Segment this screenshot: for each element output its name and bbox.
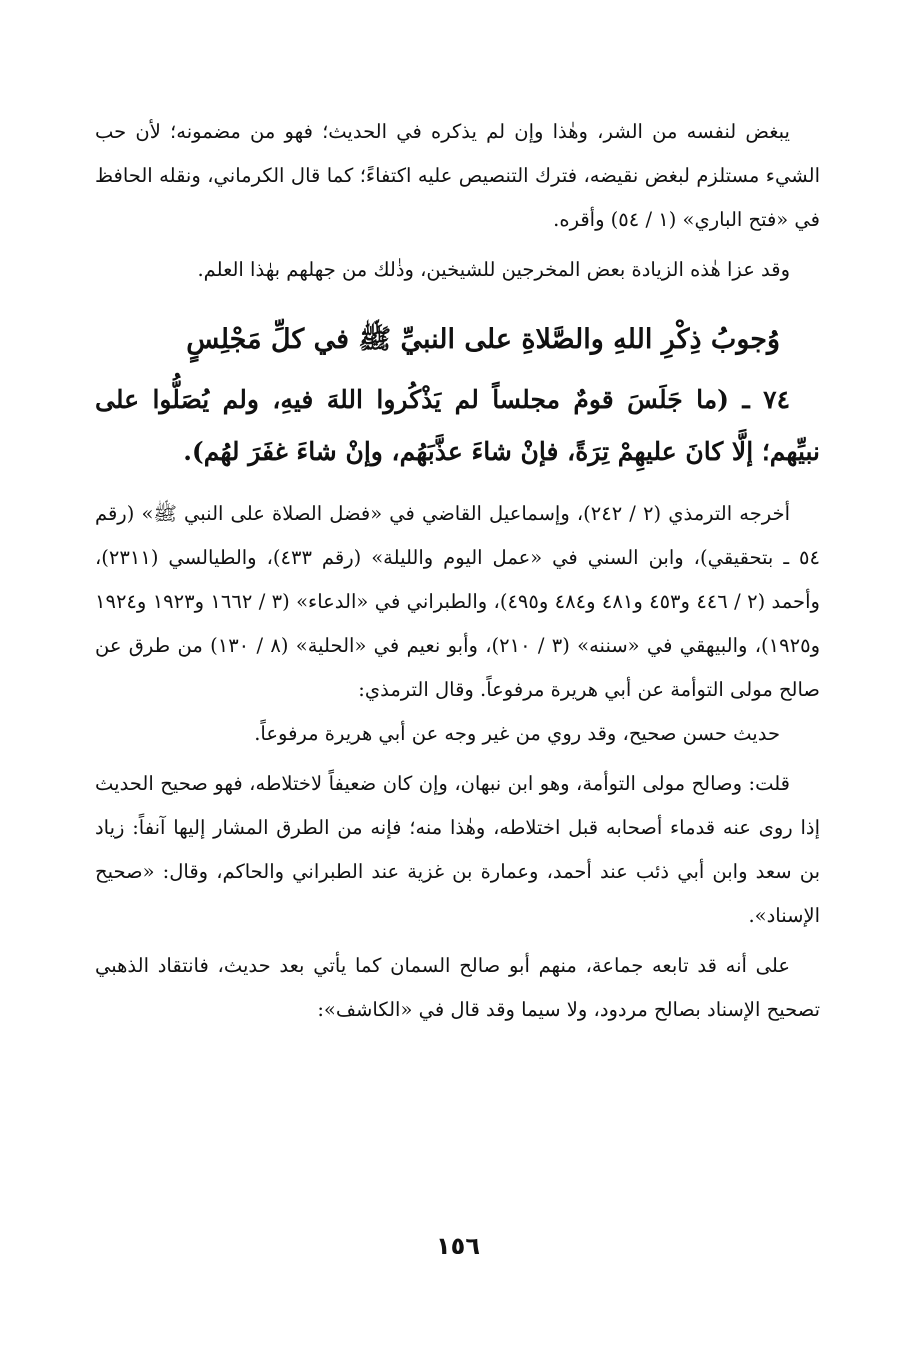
tirmidhi-quote: حديث حسن صحيح، وقد روي من غير وجه عن أبي هريرة مرفوعاً. — [254, 722, 780, 745]
paragraph: قلت: وصالح مولى التوأمة، وهو ابن نبهان، وإن كان ضعيفاً لاختلاطه، فهو صحيح الحديث إذا روى عنه قدماء أصحابه قبل اختلاطه، وهٰذا منه؛ فإنه من الطرق المشار إليها آنفاً: زياد بن سعد وابن أبي ذئب عند أحمد، وعمارة بن غزية عند الطبراني والحاكم، وقال: «صحيح الإسناد». — [95, 772, 820, 927]
paragraph: على أنه قد تابعه جماعة، منهم أبو صالح السمان كما يأتي بعد حديث، فانتقاد الذهبي تصحيح الإسناد بصالح مردود، ولا سيما وقد قال في «الكاشف»: — [95, 954, 820, 1021]
page-number: ١٥٦ — [436, 1232, 480, 1260]
paragraph: يبغض لنفسه من الشر، وهٰذا وإن لم يذكره في الحديث؛ فهو من مضمونه؛ لأن حب الشيء مستلزم لبغض نقيضه، فترك التنصيص عليه اكتفاءً؛ كما قال الكرماني، ونقله الحافظ في «فتح الباري» (١ / ٥٤) وأقره. — [95, 120, 820, 231]
hadith-text: ٧٤ ـ (ما جَلَسَ قومٌ مجلساً لم يَذْكُروا اللهَ فيهِ، ولم يُصَلُّوا على نبيِّهم؛ إلَّا كانَ عليهِمْ تِرَةً، فإنْ شاءَ عذَّبَهُم، وإنْ شاءَ غفَرَ لهُم). — [95, 385, 820, 466]
takhrij-paragraph: أخرجه الترمذي (٢ / ٢٤٢)، وإسماعيل القاضي في «فضل الصلاة على النبي ﷺ» (رقم ٥٤ ـ بتحقيقي)، وابن السني في «عمل اليوم والليلة» (رقم ٤٣٣)، والطيالسي (٢٣١١)، وأحمد (٢ / ٤٤٦ و٤٥٣ و٤٨١ و٤٨٤ و٤٩٥)، والطبراني في «الدعاء» (٣ / ١٦٦٢ و١٩٢٣ و١٩٢٤ و١٩٢٥)، والبيهقي في «سننه» (٣ / ٢١٠)، وأبو نعيم في «الحلية» (٨ / ١٣٠) من طرق عن صالح مولى التوأمة عن أبي هريرة مرفوعاً. وقال الترمذي: — [95, 502, 820, 701]
section-heading: وُجوبُ ذِكْرِ اللهِ والصَّلاةِ على النبيِّ ﷺ في كلِّ مَجْلِسٍ — [186, 324, 780, 355]
page-body — [95, 110, 820, 1032]
paragraph: وقد عزا هٰذه الزيادة بعض المخرجين للشيخين، وذٰلك من جهلهم بهٰذا العلم. — [197, 258, 790, 281]
